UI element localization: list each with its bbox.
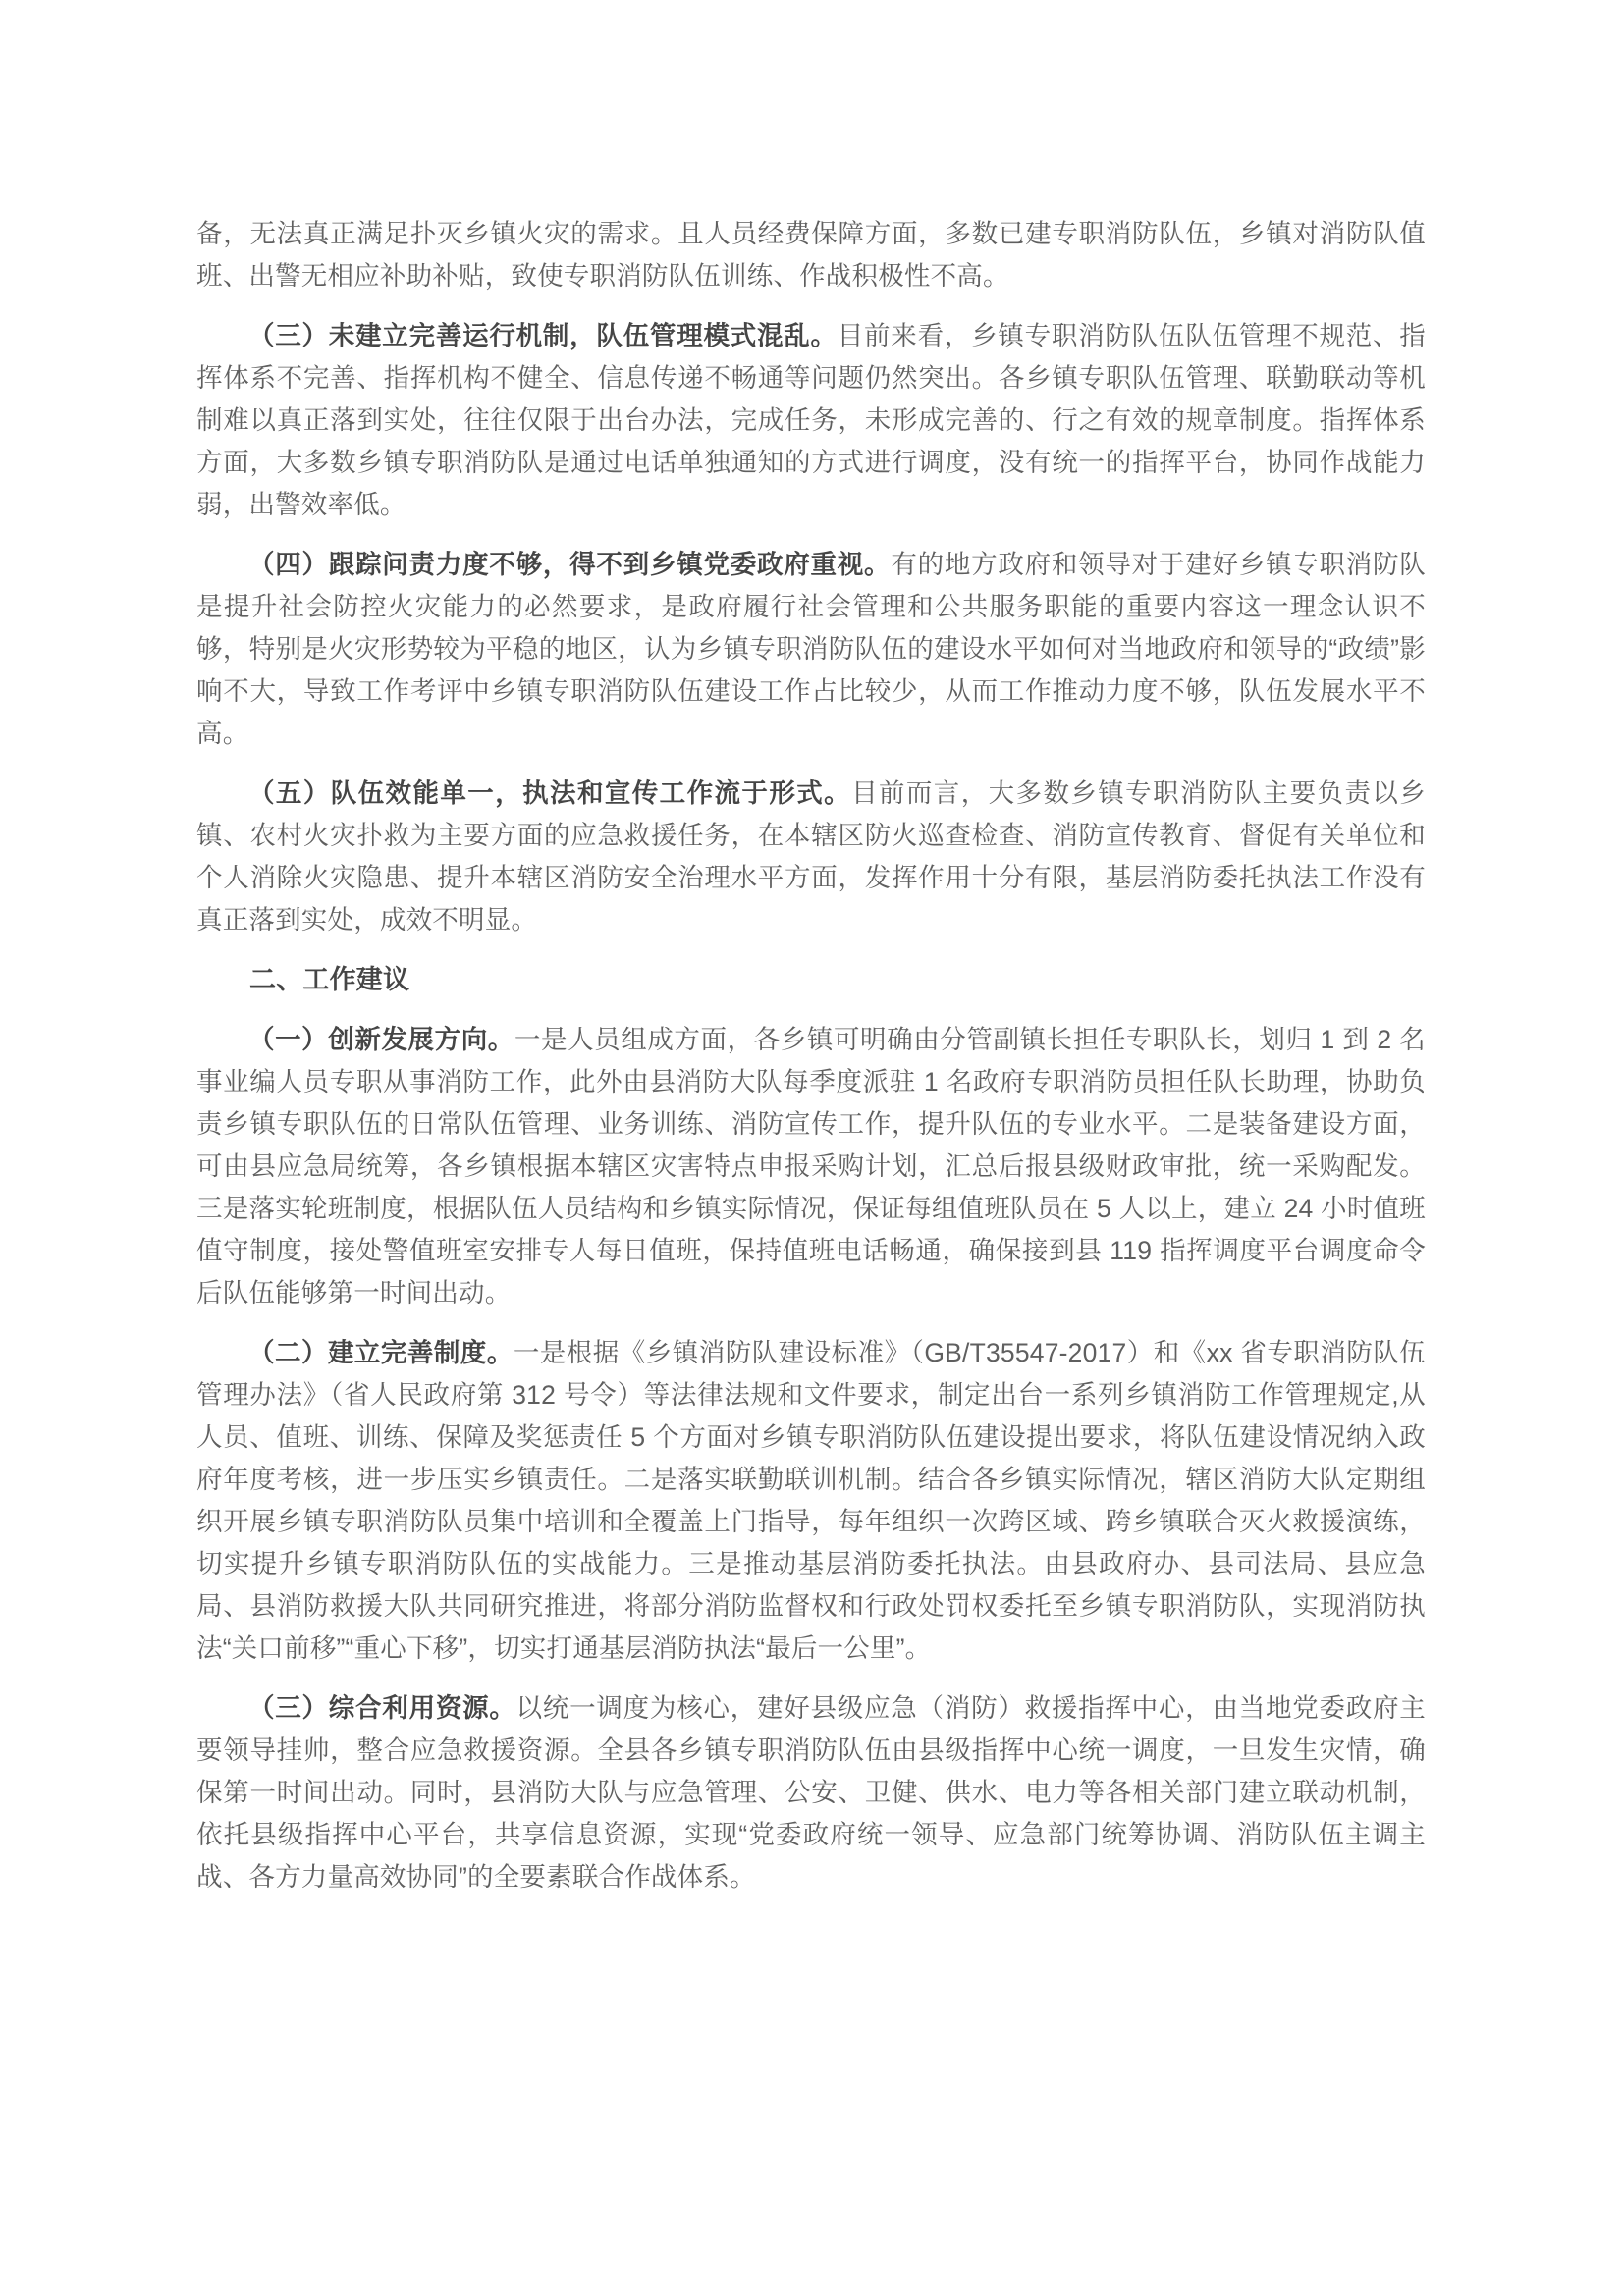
paragraph-text: 目前来看，乡镇专职消防队伍队伍管理不规范、指挥体系不完善、指挥机构不健全、信息传递不畅通等问题仍然突出。各乡镇专职队伍管理、联勤联动等机制难以真正落到实处，往往仅限于出台办法，完成任务，未形成完善的、行之有效的规章制度。指挥体系方面，大多数乡镇专职消防队是通过电话单独通知的方式进行调度，没有统一的指挥平台，协同作战能力弱，出警效率低。 [196,321,1426,519]
paragraph-text: 一是根据《乡镇消防队建设标准》（GB/T35547-2017）和《xx 省专职消防队伍管理办法》（省人民政府第 312 号令）等法律法规和文件要求，制定出台一系列乡镇消防工作管理规定,从人员、值班、训练、保障及奖惩责任 5 个方面对乡镇专职消防队伍建设提出要求，将队伍建设情况纳入政府年度考核，进一步压实乡镇责任。二是落实联勤联训机制。结合各乡镇实际情况，辖区消防大队定期组织开展乡镇专职消防队员集中培训和全覆盖上门指导，每年组织一次跨区域、跨乡镇联合灭火救援演练，切实提升乡镇专职消防队伍的实战能力。三是推动基层消防委托执法。由县政府办、县司法局、县应急局、县消防救援大队共同研究推进，将部分消防监督权和行政处罚权委托至乡镇专职消防队，实现消防执法“关口前移”“重心下移”，切实打通基层消防执法“最后一公里”。 [196,1338,1426,1663]
paragraph-lead: （四）跟踪问责力度不够，得不到乡镇党委政府重视。 [248,550,892,579]
paragraph-text: 备，无法真正满足扑灭乡镇火灾的需求。且人员经费保障方面，多数已建专职消防队伍，乡镇对消防队值班、出警无相应补助补贴，致使专职消防队伍训练、作战积极性不高。 [196,219,1426,291]
paragraph-lead: （二）建立完善制度。 [248,1338,514,1367]
paragraph-continuation [196,213,1426,297]
paragraph-issue-3 [196,315,1426,526]
paragraph-text: 目前而言，大多数乡镇专职消防队主要负责以乡镇、农村火灾扑救为主要方面的应急救援任务，在本辖区防火巡查检查、消防宣传教育、督促有关单位和个人消除火灾隐患、提升本辖区消防安全治理水平方面，发挥作用十分有限，基层消防委托执法工作没有真正落到实处，成效不明显。 [196,778,1426,934]
paragraph-lead: （一）创新发展方向。 [248,1025,514,1054]
paragraph-suggestion-1 [196,1019,1426,1314]
paragraph-lead: （五）队伍效能单一，执法和宣传工作流于形式。 [248,778,852,808]
paragraph-suggestion-2 [196,1332,1426,1670]
paragraph-suggestion-3 [196,1687,1426,1898]
paragraph-lead: （三）综合利用资源。 [248,1693,516,1723]
paragraph-text: 以统一调度为核心，建好县级应急（消防）救援指挥中心，由当地党委政府主要领导挂帅，整合应急救援资源。全县各乡镇专职消防队伍由县级指挥中心统一调度，一旦发生灾情，确保第一时间出动。同时，县消防大队与应急管理、公安、卫健、供水、电力等各相关部门建立联动机制，依托县级指挥中心平台，共享信息资源，实现“党委政府统一领导、应急部门统筹协调、消防队伍主调主战、各方力量高效协同”的全要素联合作战体系。 [196,1693,1426,1892]
paragraph-text: 一是人员组成方面，各乡镇可明确由分管副镇长担任专职队长，划归 1 到 2 名事业编人员专职从事消防工作，此外由县消防大队每季度派驻 1 名政府专职消防员担任队长助理，协助负责乡镇专职队伍的日常队伍管理、业务训练、消防宣传工作，提升队伍的专业水平。二是装备建设方面，可由县应急局统筹，各乡镇根据本辖区灾害特点申报采购计划，汇总后报县级财政审批，统一采购配发。三是落实轮班制度，根据队伍人员结构和乡镇实际情况，保证每组值班队员在 5 人以上，建立 24 小时值班值守制度，接处警值班室安排专人每日值班，保持值班电话畅通，确保接到县 119 指挥调度平台调度命令后队伍能够第一时间出动。 [196,1025,1427,1308]
paragraph-lead: （三）未建立完善运行机制，队伍管理模式混乱。 [248,321,838,350]
section-heading: 二、工作建议 [249,965,410,994]
paragraph-issue-4 [196,544,1426,755]
paragraph-text: 有的地方政府和领导对于建好乡镇专职消防队是提升社会防控火灾能力的必然要求，是政府履行社会管理和公共服务职能的重要内容这一理念认识不够，特别是火灾形势较为平稳的地区，认为乡镇专职消防队伍的建设水平如何对当地政府和领导的“政绩”影响不大，导致工作考评中乡镇专职消防队伍建设工作占比较少，从而工作推动力度不够，队伍发展水平不高。 [196,550,1426,748]
paragraph-issue-5 [196,773,1426,941]
